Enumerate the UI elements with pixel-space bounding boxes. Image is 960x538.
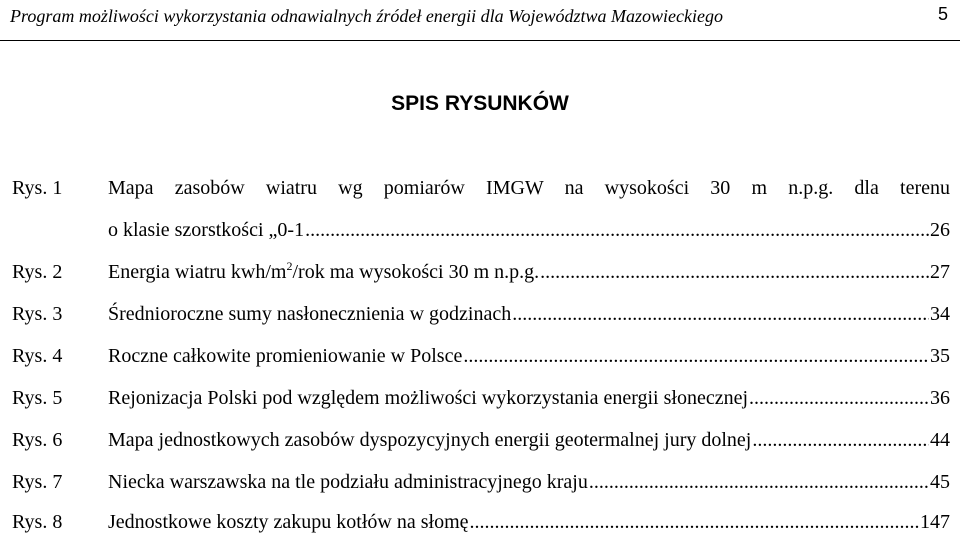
page-number: 5	[937, 4, 948, 24]
entry-line	[108, 341, 950, 371]
entry-line	[108, 467, 950, 497]
dot-leader	[749, 383, 929, 413]
entry-line	[108, 383, 950, 413]
figure-entry-3[interactable]	[0, 299, 960, 329]
dot-leader	[512, 299, 929, 329]
figure-entry-4[interactable]	[0, 341, 960, 371]
figure-title	[108, 257, 539, 287]
dot-leader	[470, 507, 920, 537]
figure-page: 34	[930, 303, 950, 325]
figure-entry-7[interactable]	[0, 467, 960, 497]
figure-entry-8[interactable]	[0, 507, 960, 537]
figure-label: Rys. 5	[12, 387, 63, 409]
figure-page: 36	[930, 387, 950, 409]
figure-page: 27	[930, 261, 950, 283]
figure-label: Rys. 7	[12, 471, 63, 493]
figure-title: Rejonizacja Polski pod względem możliwości wykorzystania energii słonecznej	[108, 387, 749, 409]
figure-title: Mapa jednostkowych zasobów dyspozycyjnych energii geotermalnej jury dolnej	[108, 429, 752, 451]
figure-entry-5[interactable]	[0, 383, 960, 413]
entry-line	[108, 215, 950, 245]
figure-title-line2: o klasie szorstkości „0-1	[108, 219, 305, 241]
figure-entry-2[interactable]	[0, 257, 960, 287]
entry-line	[108, 257, 950, 287]
section-title: SPIS RYSUNKÓW	[391, 92, 569, 115]
dot-leader	[589, 467, 929, 497]
figure-page: 147	[920, 511, 950, 533]
figure-entry-1[interactable]	[0, 173, 960, 203]
figure-title: Jednostkowe koszty zakupu kotłów na słomę	[108, 511, 469, 533]
header-title: Program możliwości wykorzystania odnawialnych źródeł energii dla Województwa Mazowieckiego	[10, 6, 723, 26]
figure-title: Średnioroczne sumy nasłonecznienia w godzinach	[108, 303, 512, 325]
figure-entry-6[interactable]	[0, 425, 960, 455]
figure-label: Rys. 2	[12, 261, 63, 283]
dot-leader	[463, 341, 929, 371]
figure-title: Roczne całkowite promieniowanie w Polsce	[108, 345, 463, 367]
dot-leader	[752, 425, 929, 455]
figure-entry-1-continued[interactable]	[0, 215, 960, 245]
entry-line	[108, 425, 950, 455]
figure-title-part1: Energia wiatru kwh/m	[108, 261, 287, 283]
figure-page: 26	[930, 219, 950, 241]
figure-page: 44	[930, 429, 950, 451]
figure-label: Rys. 8	[12, 511, 63, 533]
figure-label: Rys. 6	[12, 429, 63, 451]
dot-leader	[305, 215, 929, 245]
figure-label: Rys. 4	[12, 345, 63, 367]
figure-title-part2: /rok ma wysokości 30 m n.p.g.	[292, 261, 540, 283]
superscript: 2	[286, 259, 293, 273]
entry-line	[108, 507, 950, 537]
entry-line	[108, 299, 950, 329]
figure-title-line1: Mapa zasobów wiatru wg pomiarów IMGW na wysokości 30 m n.p.g. dla terenu	[108, 177, 950, 199]
figure-label: Rys. 3	[12, 303, 63, 325]
figure-title: Niecka warszawska na tle podziału administracyjnego kraju	[108, 471, 588, 493]
figure-page: 45	[930, 471, 950, 493]
dot-leader	[540, 257, 929, 287]
figure-page: 35	[930, 345, 950, 367]
figure-label: Rys. 1	[12, 177, 63, 199]
